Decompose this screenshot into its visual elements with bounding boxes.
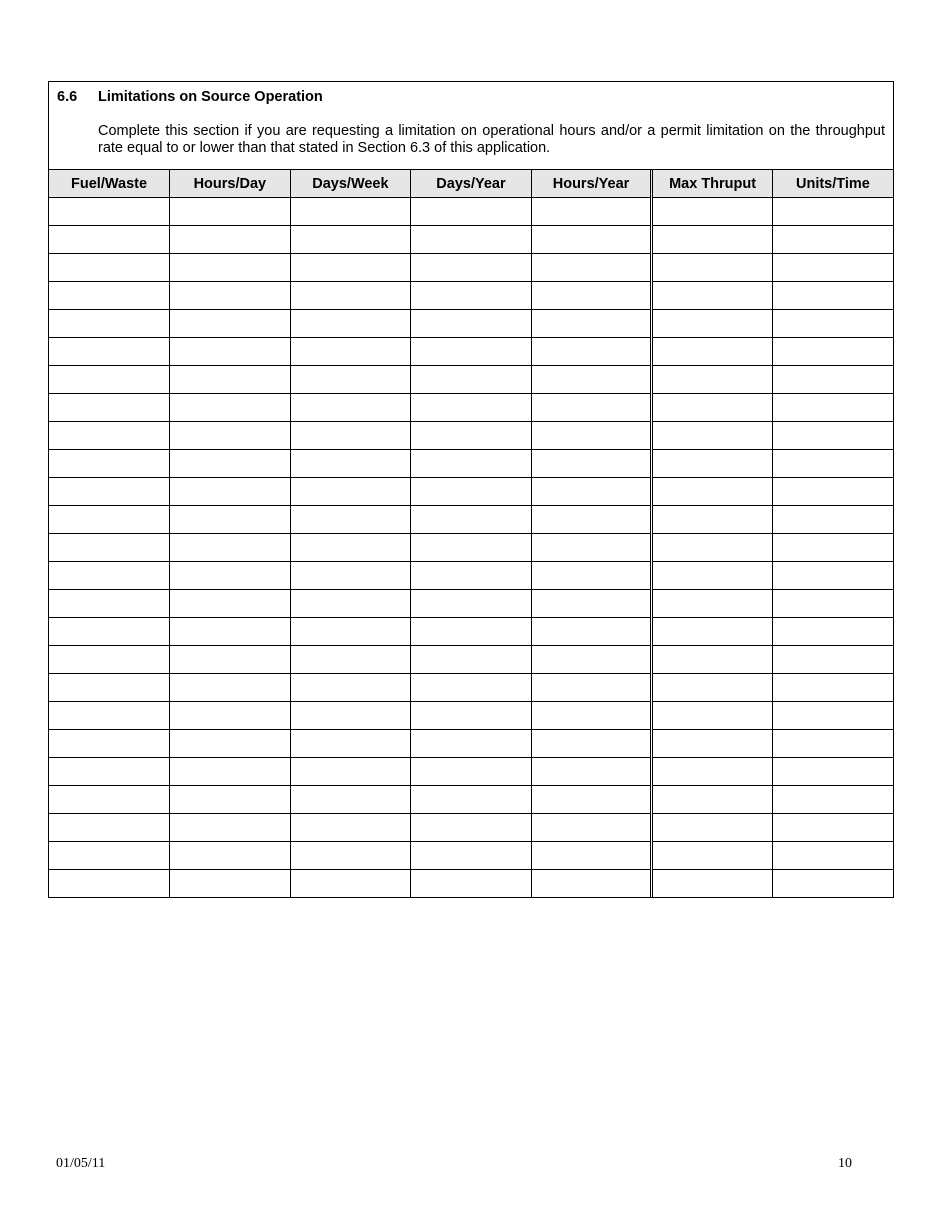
cell-days-week[interactable] xyxy=(290,310,411,338)
table-row xyxy=(49,702,893,730)
section-heading xyxy=(57,88,885,106)
cell-hours-day[interactable] xyxy=(170,758,291,786)
cell-fuel-waste[interactable] xyxy=(49,282,170,310)
cell-fuel-waste[interactable] xyxy=(49,198,170,226)
table-row xyxy=(49,450,893,478)
cell-days-week[interactable] xyxy=(290,534,411,562)
cell-days-year[interactable] xyxy=(411,702,532,730)
cell-units-time[interactable] xyxy=(772,618,893,646)
cell-units-time[interactable] xyxy=(772,534,893,562)
cell-max-thruput[interactable] xyxy=(652,618,773,646)
cell-days-year[interactable] xyxy=(411,254,532,282)
table-row xyxy=(49,870,893,898)
cell-hours-year[interactable] xyxy=(531,310,652,338)
cell-hours-year[interactable] xyxy=(531,422,652,450)
cell-hours-year[interactable] xyxy=(531,534,652,562)
column-header-max-thruput: Max Thruput xyxy=(652,170,773,198)
column-header-fuel-waste: Fuel/Waste xyxy=(49,170,170,198)
cell-hours-year[interactable] xyxy=(531,814,652,842)
cell-hours-year[interactable] xyxy=(531,226,652,254)
cell-days-year[interactable] xyxy=(411,310,532,338)
cell-days-week[interactable] xyxy=(290,226,411,254)
table-row xyxy=(49,422,893,450)
cell-units-time[interactable] xyxy=(772,450,893,478)
table-row xyxy=(49,478,893,506)
cell-days-year[interactable] xyxy=(411,674,532,702)
cell-max-thruput[interactable] xyxy=(652,394,773,422)
cell-hours-year[interactable] xyxy=(531,394,652,422)
cell-days-week[interactable] xyxy=(290,870,411,898)
cell-hours-year[interactable] xyxy=(531,478,652,506)
cell-days-year[interactable] xyxy=(411,646,532,674)
cell-hours-day[interactable] xyxy=(170,198,291,226)
cell-max-thruput[interactable] xyxy=(652,730,773,758)
cell-max-thruput[interactable] xyxy=(652,702,773,730)
cell-days-year[interactable] xyxy=(411,842,532,870)
cell-hours-day[interactable] xyxy=(170,254,291,282)
cell-days-week[interactable] xyxy=(290,422,411,450)
cell-fuel-waste[interactable] xyxy=(49,394,170,422)
cell-fuel-waste[interactable] xyxy=(49,450,170,478)
cell-fuel-waste[interactable] xyxy=(49,618,170,646)
cell-days-week[interactable] xyxy=(290,646,411,674)
cell-units-time[interactable] xyxy=(772,842,893,870)
cell-max-thruput[interactable] xyxy=(652,674,773,702)
cell-fuel-waste[interactable] xyxy=(49,646,170,674)
table-header-row xyxy=(49,170,893,198)
cell-units-time[interactable] xyxy=(772,758,893,786)
cell-fuel-waste[interactable] xyxy=(49,674,170,702)
cell-hours-day[interactable] xyxy=(170,702,291,730)
table-row xyxy=(49,562,893,590)
table-row xyxy=(49,310,893,338)
cell-hours-day[interactable] xyxy=(170,870,291,898)
table-row xyxy=(49,198,893,226)
section-header xyxy=(49,82,893,170)
cell-hours-day[interactable] xyxy=(170,562,291,590)
cell-max-thruput[interactable] xyxy=(652,786,773,814)
column-header-units-time: Units/Time xyxy=(772,170,893,198)
cell-fuel-waste[interactable] xyxy=(49,226,170,254)
table-row xyxy=(49,534,893,562)
cell-max-thruput[interactable] xyxy=(652,506,773,534)
cell-units-time[interactable] xyxy=(772,310,893,338)
cell-fuel-waste[interactable] xyxy=(49,506,170,534)
cell-units-time[interactable] xyxy=(772,562,893,590)
cell-hours-year[interactable] xyxy=(531,842,652,870)
cell-days-week[interactable] xyxy=(290,450,411,478)
cell-fuel-waste[interactable] xyxy=(49,366,170,394)
cell-hours-year[interactable] xyxy=(531,282,652,310)
cell-hours-day[interactable] xyxy=(170,450,291,478)
cell-days-week[interactable] xyxy=(290,618,411,646)
cell-units-time[interactable] xyxy=(772,590,893,618)
cell-units-time[interactable] xyxy=(772,702,893,730)
cell-hours-year[interactable] xyxy=(531,870,652,898)
table-row xyxy=(49,786,893,814)
cell-hours-year[interactable] xyxy=(531,786,652,814)
cell-fuel-waste[interactable] xyxy=(49,842,170,870)
cell-max-thruput[interactable] xyxy=(652,198,773,226)
column-header-hours-day: Hours/Day xyxy=(170,170,291,198)
cell-hours-day[interactable] xyxy=(170,842,291,870)
cell-hours-year[interactable] xyxy=(531,562,652,590)
table-row xyxy=(49,282,893,310)
footer-page-number: 10 xyxy=(838,1156,852,1171)
cell-fuel-waste[interactable] xyxy=(49,702,170,730)
cell-max-thruput[interactable] xyxy=(652,870,773,898)
cell-fuel-waste[interactable] xyxy=(49,730,170,758)
cell-days-year[interactable] xyxy=(411,590,532,618)
cell-units-time[interactable] xyxy=(772,646,893,674)
limitations-table xyxy=(49,170,893,897)
cell-fuel-waste[interactable] xyxy=(49,478,170,506)
cell-hours-day[interactable] xyxy=(170,674,291,702)
cell-days-year[interactable] xyxy=(411,198,532,226)
cell-days-week[interactable] xyxy=(290,758,411,786)
cell-fuel-waste[interactable] xyxy=(49,814,170,842)
cell-fuel-waste[interactable] xyxy=(49,590,170,618)
cell-days-year[interactable] xyxy=(411,282,532,310)
cell-hours-day[interactable] xyxy=(170,394,291,422)
cell-days-year[interactable] xyxy=(411,786,532,814)
cell-max-thruput[interactable] xyxy=(652,282,773,310)
cell-units-time[interactable] xyxy=(772,338,893,366)
cell-fuel-waste[interactable] xyxy=(49,562,170,590)
cell-max-thruput[interactable] xyxy=(652,534,773,562)
cell-hours-day[interactable] xyxy=(170,282,291,310)
cell-max-thruput[interactable] xyxy=(652,310,773,338)
cell-units-time[interactable] xyxy=(772,422,893,450)
cell-hours-day[interactable] xyxy=(170,730,291,758)
cell-fuel-waste[interactable] xyxy=(49,870,170,898)
cell-days-week[interactable] xyxy=(290,282,411,310)
cell-units-time[interactable] xyxy=(772,226,893,254)
cell-days-year[interactable] xyxy=(411,394,532,422)
column-header-days-week: Days/Week xyxy=(290,170,411,198)
cell-units-time[interactable] xyxy=(772,254,893,282)
cell-hours-year[interactable] xyxy=(531,450,652,478)
cell-days-week[interactable] xyxy=(290,198,411,226)
cell-days-week[interactable] xyxy=(290,254,411,282)
cell-hours-year[interactable] xyxy=(531,646,652,674)
cell-units-time[interactable] xyxy=(772,478,893,506)
column-header-days-year: Days/Year xyxy=(411,170,532,198)
cell-days-year[interactable] xyxy=(411,534,532,562)
cell-days-week[interactable] xyxy=(290,842,411,870)
table-body xyxy=(49,198,893,898)
cell-days-year[interactable] xyxy=(411,758,532,786)
table-row xyxy=(49,590,893,618)
section-instructions: Complete this section if you are requesting a limitation on operational hours and/or a permit limitation on the throughput rate equal to or lower than that stated in Section 6.3 of this application. xyxy=(98,123,885,156)
cell-hours-day[interactable] xyxy=(170,814,291,842)
table-row xyxy=(49,226,893,254)
cell-hours-day[interactable] xyxy=(170,786,291,814)
cell-hours-year[interactable] xyxy=(531,366,652,394)
cell-hours-year[interactable] xyxy=(531,198,652,226)
cell-hours-day[interactable] xyxy=(170,534,291,562)
cell-days-week[interactable] xyxy=(290,814,411,842)
cell-days-year[interactable] xyxy=(411,506,532,534)
cell-days-year[interactable] xyxy=(411,562,532,590)
cell-fuel-waste[interactable] xyxy=(49,786,170,814)
table-row xyxy=(49,338,893,366)
cell-fuel-waste[interactable] xyxy=(49,254,170,282)
table-row xyxy=(49,366,893,394)
table-row xyxy=(49,842,893,870)
cell-max-thruput[interactable] xyxy=(652,254,773,282)
section-title: Limitations on Source Operation xyxy=(98,89,323,105)
table-row xyxy=(49,730,893,758)
cell-units-time[interactable] xyxy=(772,870,893,898)
cell-hours-day[interactable] xyxy=(170,366,291,394)
column-header-hours-year: Hours/Year xyxy=(531,170,652,198)
cell-hours-year[interactable] xyxy=(531,702,652,730)
cell-fuel-waste[interactable] xyxy=(49,310,170,338)
cell-days-year[interactable] xyxy=(411,366,532,394)
cell-hours-day[interactable] xyxy=(170,506,291,534)
cell-hours-year[interactable] xyxy=(531,618,652,646)
cell-days-week[interactable] xyxy=(290,478,411,506)
table-row xyxy=(49,254,893,282)
cell-max-thruput[interactable] xyxy=(652,646,773,674)
cell-days-year[interactable] xyxy=(411,814,532,842)
table-row xyxy=(49,814,893,842)
cell-hours-day[interactable] xyxy=(170,618,291,646)
cell-hours-day[interactable] xyxy=(170,310,291,338)
cell-days-year[interactable] xyxy=(411,618,532,646)
cell-hours-year[interactable] xyxy=(531,674,652,702)
cell-max-thruput[interactable] xyxy=(652,590,773,618)
cell-max-thruput[interactable] xyxy=(652,758,773,786)
cell-hours-year[interactable] xyxy=(531,338,652,366)
table-row xyxy=(49,394,893,422)
cell-days-week[interactable] xyxy=(290,338,411,366)
cell-hours-year[interactable] xyxy=(531,730,652,758)
cell-days-week[interactable] xyxy=(290,786,411,814)
cell-max-thruput[interactable] xyxy=(652,478,773,506)
cell-max-thruput[interactable] xyxy=(652,338,773,366)
cell-max-thruput[interactable] xyxy=(652,422,773,450)
cell-days-week[interactable] xyxy=(290,730,411,758)
cell-units-time[interactable] xyxy=(772,786,893,814)
cell-hours-year[interactable] xyxy=(531,590,652,618)
cell-hours-day[interactable] xyxy=(170,478,291,506)
cell-days-year[interactable] xyxy=(411,226,532,254)
cell-days-week[interactable] xyxy=(290,366,411,394)
footer-date: 01/05/11 xyxy=(56,1156,106,1171)
cell-hours-year[interactable] xyxy=(531,506,652,534)
cell-units-time[interactable] xyxy=(772,198,893,226)
table-row xyxy=(49,674,893,702)
cell-units-time[interactable] xyxy=(772,366,893,394)
cell-fuel-waste[interactable] xyxy=(49,422,170,450)
table-row xyxy=(49,758,893,786)
table-row xyxy=(49,618,893,646)
cell-days-week[interactable] xyxy=(290,562,411,590)
cell-hours-day[interactable] xyxy=(170,226,291,254)
cell-days-year[interactable] xyxy=(411,478,532,506)
cell-days-year[interactable] xyxy=(411,422,532,450)
cell-units-time[interactable] xyxy=(772,674,893,702)
cell-days-year[interactable] xyxy=(411,450,532,478)
cell-units-time[interactable] xyxy=(772,814,893,842)
cell-days-week[interactable] xyxy=(290,702,411,730)
section-number: 6.6 xyxy=(57,89,78,105)
cell-days-week[interactable] xyxy=(290,506,411,534)
cell-hours-year[interactable] xyxy=(531,758,652,786)
cell-days-week[interactable] xyxy=(290,394,411,422)
cell-max-thruput[interactable] xyxy=(652,450,773,478)
cell-hours-day[interactable] xyxy=(170,590,291,618)
cell-days-week[interactable] xyxy=(290,674,411,702)
cell-units-time[interactable] xyxy=(772,730,893,758)
cell-units-time[interactable] xyxy=(772,506,893,534)
cell-units-time[interactable] xyxy=(772,282,893,310)
cell-fuel-waste[interactable] xyxy=(49,338,170,366)
cell-max-thruput[interactable] xyxy=(652,226,773,254)
cell-max-thruput[interactable] xyxy=(652,366,773,394)
cell-max-thruput[interactable] xyxy=(652,562,773,590)
cell-days-week[interactable] xyxy=(290,590,411,618)
cell-hours-day[interactable] xyxy=(170,422,291,450)
cell-hours-year[interactable] xyxy=(531,254,652,282)
cell-days-year[interactable] xyxy=(411,870,532,898)
cell-hours-day[interactable] xyxy=(170,338,291,366)
cell-fuel-waste[interactable] xyxy=(49,534,170,562)
cell-max-thruput[interactable] xyxy=(652,842,773,870)
table-row xyxy=(49,506,893,534)
limitations-form xyxy=(48,81,894,898)
cell-fuel-waste[interactable] xyxy=(49,758,170,786)
cell-days-year[interactable] xyxy=(411,730,532,758)
cell-days-year[interactable] xyxy=(411,338,532,366)
cell-hours-day[interactable] xyxy=(170,646,291,674)
cell-units-time[interactable] xyxy=(772,394,893,422)
table-row xyxy=(49,646,893,674)
cell-max-thruput[interactable] xyxy=(652,814,773,842)
